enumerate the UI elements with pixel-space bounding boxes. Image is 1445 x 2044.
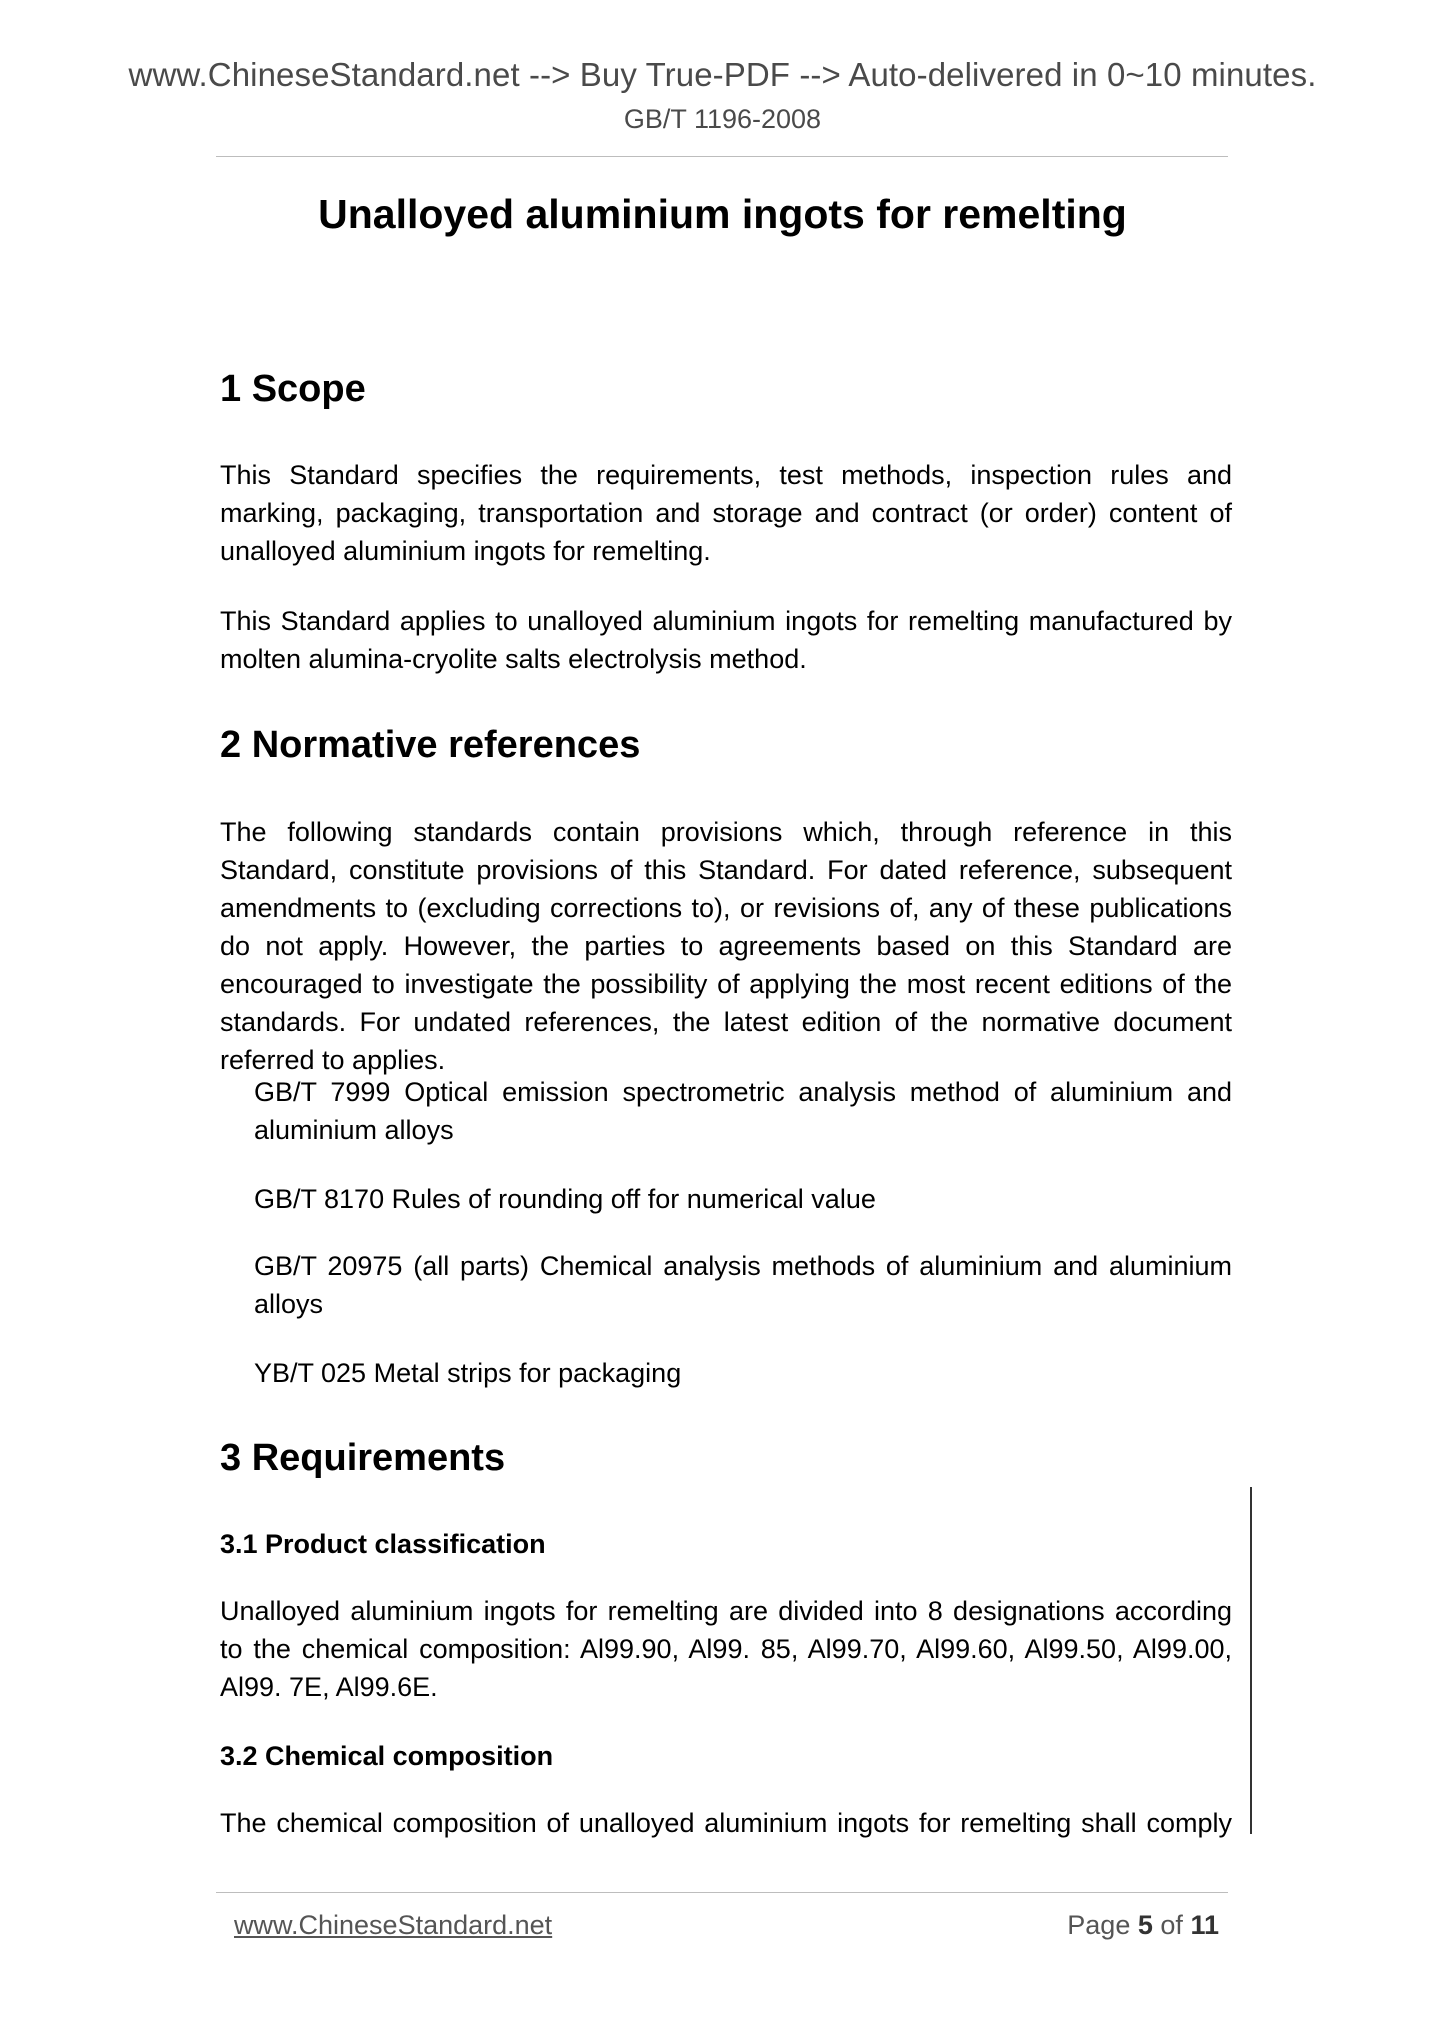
page-total: 11 (1190, 1910, 1219, 1940)
header-top-line: www.ChineseStandard.net --> Buy True-PDF --> Auto-delivered in 0~10 minutes. (128, 56, 1317, 93)
section-heading-normative-references: 2 Normative references (220, 724, 641, 766)
header-divider (216, 156, 1228, 157)
reference-item: GB/T 8170 Rules of rounding off for numerical value (254, 1184, 876, 1214)
header-doc-code: GB/T 1196-2008 (623, 104, 822, 134)
section-heading-requirements: 3 Requirements (220, 1437, 506, 1479)
chemical-composition-text: The chemical composition of unalloyed aluminium ingots for remelting shall comply (220, 1808, 1232, 1838)
footer-website-link[interactable]: www.ChineseStandard.net (234, 1910, 553, 1940)
normative-paragraph: The following standards contain provisions which, through reference in this Standard, constitute provisions of this Standard. For dated reference, subsequent amendments to (excluding corrections to), or revisions of, any of these publications do not apply. However, the parties to agreements based on this Standard are encouraged to investigate the possibility of applying the most recent editions of the standards. For undated references, the latest edition of the normative document referred to applies. (220, 817, 1232, 1075)
document-title: Unalloyed aluminium ingots for remelting (318, 191, 1127, 237)
page-current: 5 (1137, 1910, 1153, 1940)
page-prefix: Page (1067, 1910, 1131, 1940)
scope-paragraph-1: This Standard specifies the requirements, test methods, inspection rules and marking, packaging, transportation and storage and contract (or order) content of unalloyed aluminium ingots for remelting. (220, 460, 1232, 566)
scope-paragraph-2: This Standard applies to unalloyed aluminium ingots for remelting manufactured by molten alumina-cryolite salts electrolysis method. (220, 606, 1232, 674)
section-heading-scope: 1 Scope (220, 368, 366, 410)
product-classification-text: Unalloyed aluminium ingots for remelting are divided into 8 designations according to the chemical composition: Al99.90, Al99. 85, Al99.70, Al99.60, Al99.50, Al99.00, Al99. 7E, Al99.6E. (220, 1596, 1232, 1702)
reference-item: GB/T 7999 Optical emission spectrometric analysis method of aluminium and aluminium alloys (254, 1077, 1232, 1145)
page-of: of (1160, 1910, 1183, 1940)
subsection-heading-product-classification: 3.1 Product classification (220, 1529, 546, 1559)
reference-item: YB/T 025 Metal strips for packaging (254, 1358, 682, 1388)
footer-divider (216, 1892, 1228, 1893)
reference-item: GB/T 20975 (all parts) Chemical analysis methods of aluminium and aluminium alloys (254, 1251, 1232, 1319)
subsection-heading-chemical-composition: 3.2 Chemical composition (220, 1741, 554, 1771)
footer-page-number (1067, 1910, 1219, 1941)
revision-bar (1250, 1487, 1252, 1834)
